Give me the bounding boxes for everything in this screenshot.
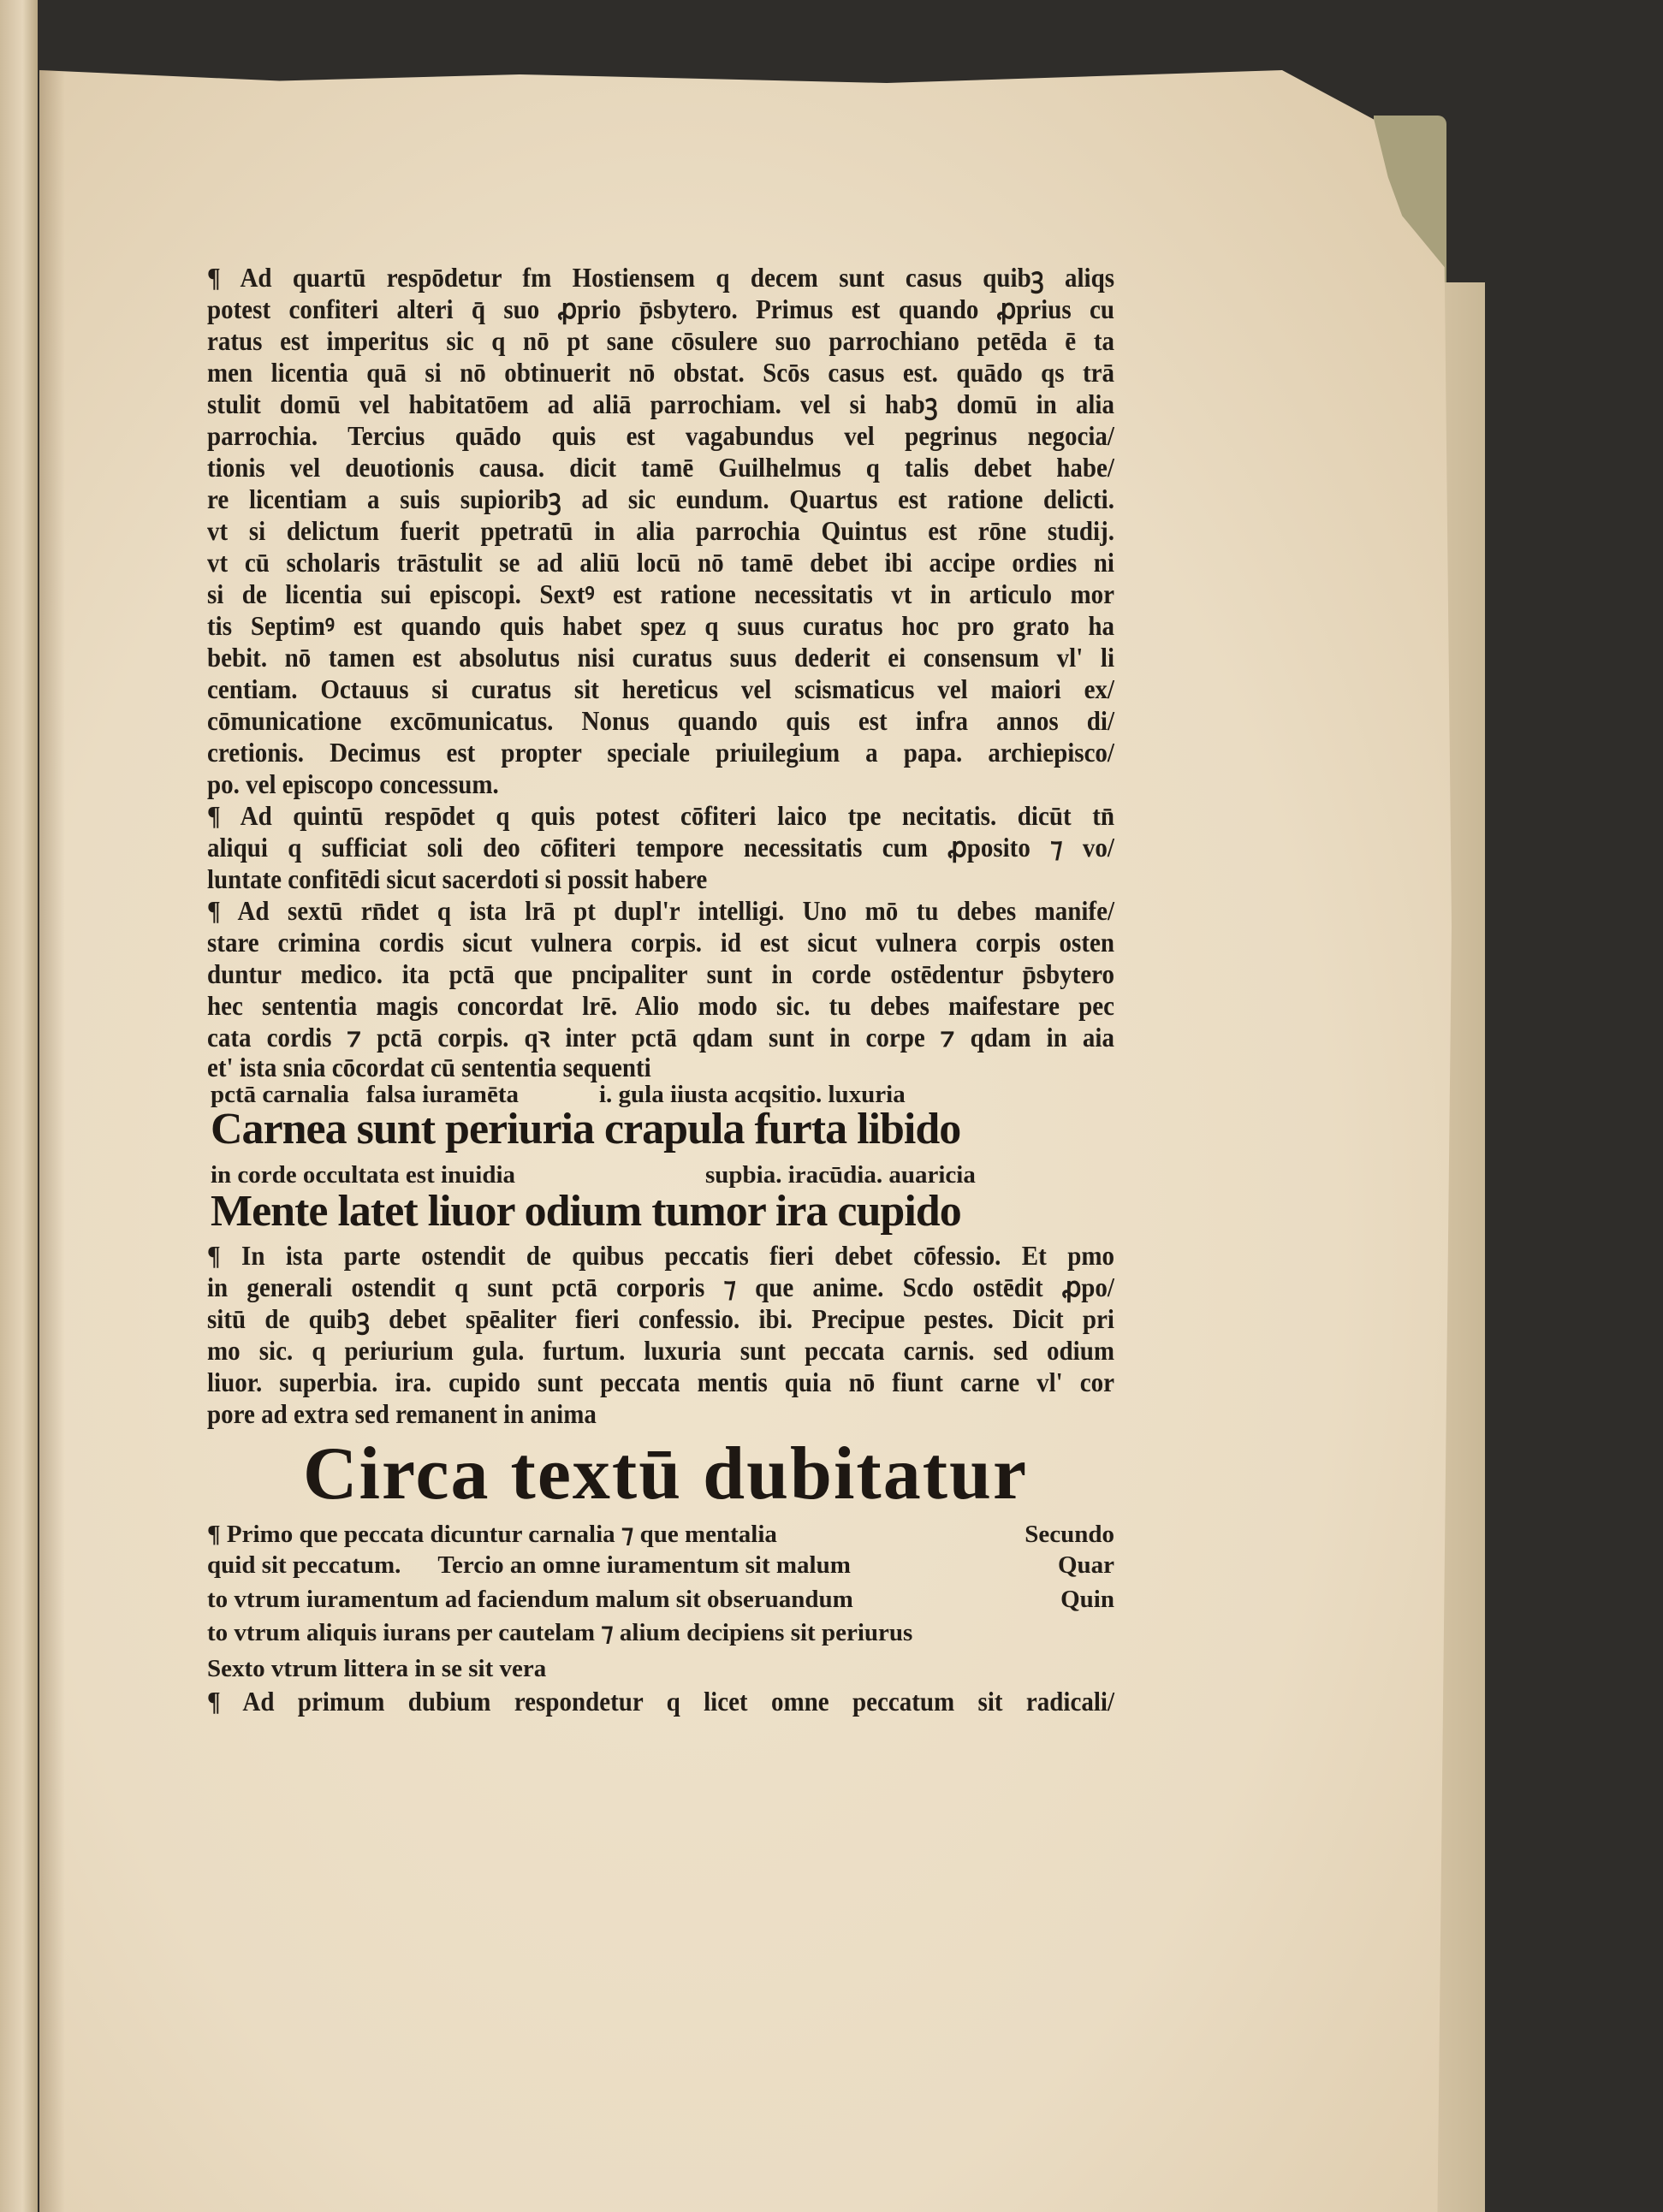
gloss-text: in corde occultata est inuidia xyxy=(211,1161,516,1189)
text-line: ¶ Ad sextū rn̄det q ista lrā pt dupl'r intelligi. Uno mō tu debes manife/ xyxy=(207,896,1114,927)
text-line-right: Quin xyxy=(1060,1586,1114,1613)
text-line: ¶ Primo que peccata dicuntur carnalia ⁊ que mentalia xyxy=(207,1521,777,1548)
text-line: vt si delictum fuerit ppetratū in alia parrochia Quintus est rōne studij. xyxy=(207,516,1114,547)
text-line: ratus est imperitus sic q nō pt sane cōsulere suo parrochiano petēda ē ta xyxy=(207,326,1114,357)
text-line: et' ista snia cōcordat cū sententia sequenti xyxy=(207,1053,651,1083)
text-line: parrochia. Tercius quādo quis est vagabundus vel pegrinus negocia/ xyxy=(207,421,1114,452)
text-line: quid sit peccatum. Tercio an omne iuramentum sit malum xyxy=(207,1551,851,1579)
text-line: bebit. nō tamen est absolutus nisi curatus suus dederit ei consensum vl' li xyxy=(207,643,1114,673)
text-line-right: Quar xyxy=(1057,1551,1114,1579)
text-line: ¶ Ad primum dubium respondetur q licet omne peccatum sit radicali/ xyxy=(207,1687,1114,1717)
gloss-text: supbia. iracūdia. auaricia xyxy=(705,1161,976,1189)
facing-page-edge xyxy=(0,0,38,2212)
text-line: vt cū scholaris trāstulit se ad aliū locū nō tamē debet ibi accipe ordies ni xyxy=(207,548,1114,578)
text-line: liuor. superbia. ira. cupido sunt peccata mentis quia nō fiunt carne vl' cor xyxy=(207,1367,1114,1398)
verse-line: Carnea sunt periuria crapula furta libido xyxy=(211,1105,961,1153)
text-line: cōmunicatione excōmunicatus. Nonus quando quis est infra annos di/ xyxy=(207,706,1114,737)
text-line: Sexto vtrum littera in se sit vera xyxy=(207,1655,547,1682)
text-line: re licentiam a suis supioribꝫ ad sic eundum. Quartus est ratione delicti. xyxy=(207,484,1114,515)
text-line: to vtrum aliquis iurans per cautelam ⁊ alium decipiens sit periurus xyxy=(207,1619,913,1646)
section-heading: Circa textū dubitatur xyxy=(303,1432,1029,1515)
text-line: sitū de quibꝫ debet spēaliter fieri confessio. ibi. Precipue pestes. Dicit pri xyxy=(207,1304,1114,1335)
text-line: hec sententia magis concordat lrē. Alio modo sic. tu debes maifestare pec xyxy=(207,991,1114,1022)
text-line: tis Septimꝰ est quando quis habet spez q suus curatus hoc pro grato ha xyxy=(207,611,1114,642)
text-line: duntur medico. ita pctā que pncipaliter sunt in corde ostēdentur p̄sbytero xyxy=(207,959,1114,990)
text-line: mo sic. q periurium gula. furtum. luxuria sunt peccata carnis. sed odium xyxy=(207,1336,1114,1367)
text-line: centiam. Octauus si curatus sit hereticus vel scismaticus vel maiori ex/ xyxy=(207,674,1114,705)
text-line: po. vel episcopo concessum. xyxy=(207,769,499,800)
text-line: si de licentia sui episcopi. Sextꝰ est ratione necessitatis vt in articulo mor xyxy=(207,579,1114,610)
text-line: in generali ostendit q sunt pctā corporis ⁊ que anime. Scdo ostēdit ꝓpo/ xyxy=(207,1272,1114,1303)
text-line: aliqui q sufficiat soli deo cōfiteri tempore necessitatis cum ꝓposito ⁊ vo/ xyxy=(207,833,1114,863)
text-line-right: Secundo xyxy=(1025,1521,1114,1548)
text-line: tionis vel deuotionis causa. dicit tamē Guilhelmus q talis debet habe/ xyxy=(207,453,1114,483)
page-gutter-shadow xyxy=(39,70,65,2212)
text-line: ¶ Ad quintū respōdet q quis potest cōfiteri laico tpe necitatis. dicūt tn̄ xyxy=(207,801,1114,832)
text-line: cata cordis ⁊ pctā corpis. qꝛ inter pctā qdam sunt in corpe ⁊ qdam in aia xyxy=(207,1023,1114,1053)
text-line: pore ad extra sed remanent in anima xyxy=(207,1399,597,1430)
text-line: to vtrum iuramentum ad faciendum malum sit obseruandum xyxy=(207,1586,853,1613)
text-line: luntate confitēdi sicut sacerdoti si possit habere xyxy=(207,864,708,895)
text-line: potest confiteri alteri q̄ suo ꝓprio p̄sbytero. Primus est quando ꝓprius cu xyxy=(207,294,1114,325)
text-line: stulit domū vel habitatōem ad aliā parrochiam. vel si habꝫ domū in alia xyxy=(207,389,1114,420)
text-line: cretionis. Decimus est propter speciale priuilegium a papa. archiepisco/ xyxy=(207,738,1114,768)
gloss-text: pctā carnalia xyxy=(211,1081,349,1108)
text-line: ¶ Ad quartū respōdetur fm Hostiensem q decem sunt casus quibꝫ aliqs xyxy=(207,263,1114,294)
text-line: ¶ In ista parte ostendit de quibus peccatis fieri debet cōfessio. Et pmo xyxy=(207,1241,1114,1272)
text-line: men licentia quā si nō obtinuerit nō obstat. Scōs casus est. quādo qs trā xyxy=(207,358,1114,388)
verse-line: Mente latet liuor odium tumor ira cupido xyxy=(211,1187,961,1236)
gloss-text: i. gula iiusta acqsitio. luxuria xyxy=(599,1081,906,1108)
gloss-text: falsa iuramēta xyxy=(366,1081,519,1108)
text-line: stare crimina cordis sicut vulnera corpis. id est sicut vulnera corpis osten xyxy=(207,928,1114,958)
